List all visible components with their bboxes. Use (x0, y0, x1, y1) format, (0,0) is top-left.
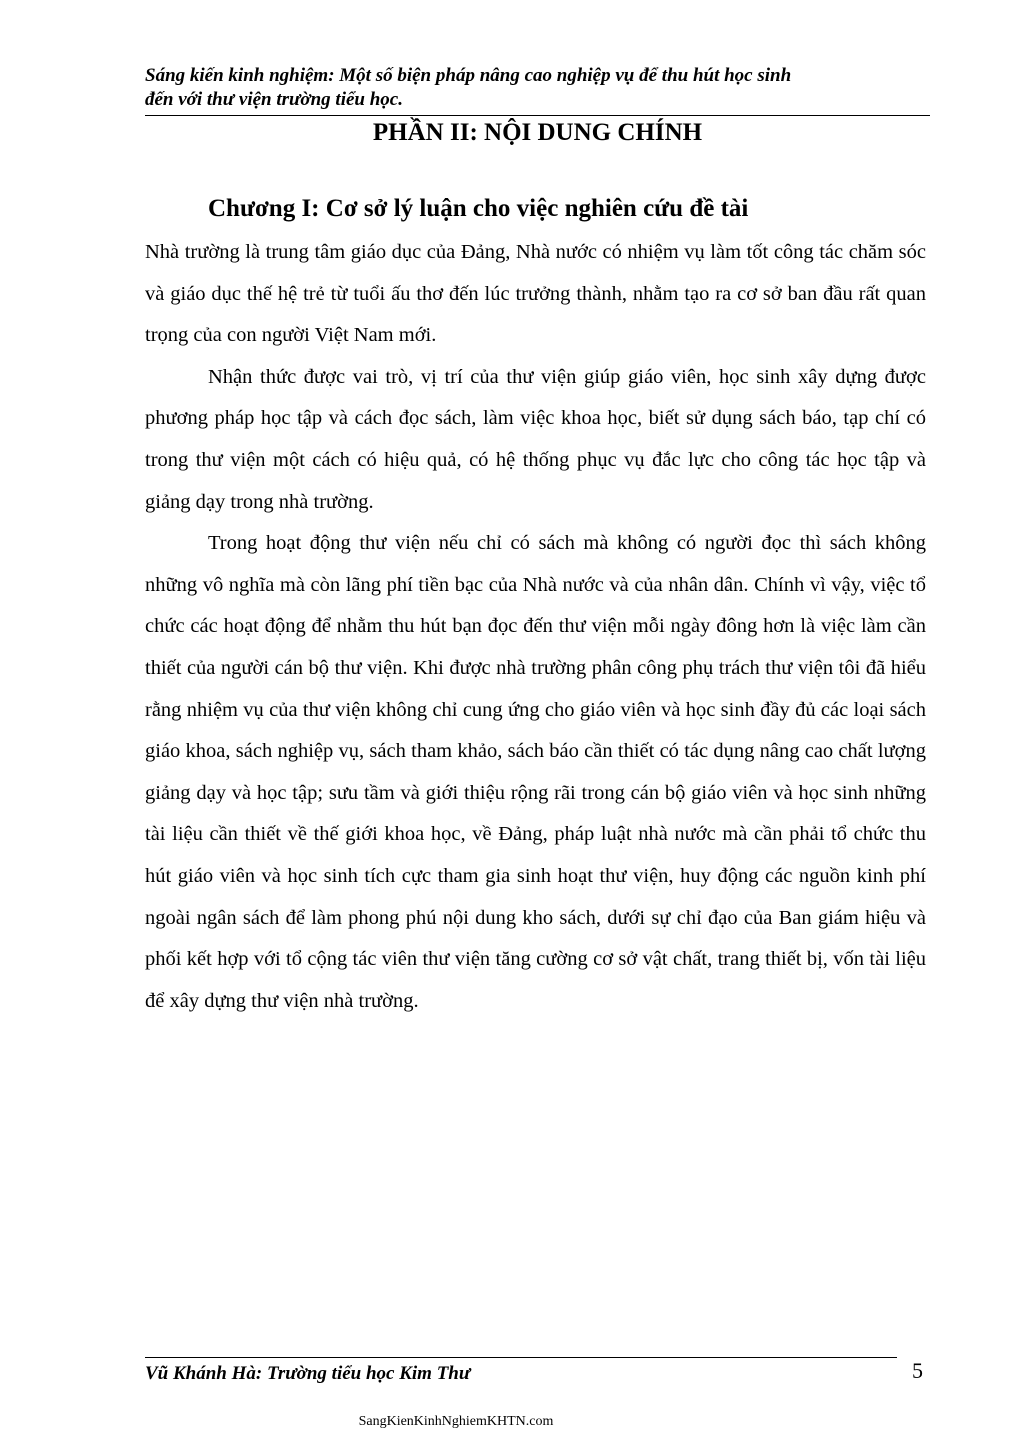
header-line-2: đến với thư viện trường tiểu học. (145, 89, 403, 110)
part-title: PHẦN II: NỘI DUNG CHÍNH (372, 119, 703, 146)
page-number: 5 (912, 1358, 923, 1383)
watermark-text: SangKienKinhNghiemKHTN.com (358, 1414, 554, 1429)
chapter-title: Chương I: Cơ sở lý luận cho việc nghiên cứu đề tài (208, 195, 749, 222)
header-line-1: Sáng kiến kinh nghiệm: Một số biện pháp nâng cao nghiệp vụ để thu hút học sinh (145, 65, 792, 86)
paragraph-3: Trong hoạt động thư viện nếu chỉ có sách mà không có người đọc thì sách không những vô nghĩa mà còn lãng phí tiền bạc của Nhà nước và của nhân dân. Chính vì vậy, việc tổ chức các hoạt động để nhằm thu hút bạn đọc đến thư viện mỗi ngày đông hơn là việc làm cần thiết của người cán bộ thư viện. Khi được nhà trường phân công phụ trách thư viện tôi đã hiểu rằng nhiệm vụ của thư viện không chỉ cung ứng cho giáo viên và học sinh đầy đủ các loại sách giáo khoa, sách nghiệp vụ, sách tham khảo, sách báo cần thiết có tác dụng nâng cao chất lượng giảng dạy và học tập; sưu tầm và giới thiệu rộng rãi trong cán bộ giáo viên và học sinh những tài liệu cần thiết về thế giới khoa học, về Đảng, pháp luật nhà nước mà cần phải tổ chức thu hút giáo viên và học sinh tích cực tham gia sinh hoạt thư viện, huy động các nguồn kinh phí ngoài ngân sách để làm phong phú nội dung kho sách, dưới sự chỉ đạo của Ban giám hiệu và phối kết hợp với tổ cộng tác viên thư viện tăng cường cơ sở vật chất, trang thiết bị, vốn tài liệu để xây dựng thư viện nhà trường. (145, 532, 926, 1012)
body-text (145, 232, 926, 1022)
paragraph-2: Nhận thức được vai trò, vị trí của thư viện giúp giáo viên, học sinh xây dựng được phương pháp học tập và cách đọc sách, làm việc khoa học, biết sử dụng sách báo, tạp chí có trong thư viện một cách có hiệu quả, có hệ thống phục vụ đắc lực cho công tác học tập và giảng dạy trong nhà trường. (145, 365, 926, 513)
running-header (145, 64, 930, 112)
paragraph-1: Nhà trường là trung tâm giáo dục của Đảng, Nhà nước có nhiệm vụ làm tốt công tác chăm sóc và giáo dục thế hệ trẻ từ tuổi ấu thơ đến lúc trưởng thành, nhằm tạo ra cơ sở ban đầu rất quan trọng của con người Việt Nam mới. (145, 241, 926, 347)
footer-author: Vũ Khánh Hà: Trường tiểu học Kim Thư (145, 1363, 471, 1384)
footer-divider (145, 1357, 897, 1358)
